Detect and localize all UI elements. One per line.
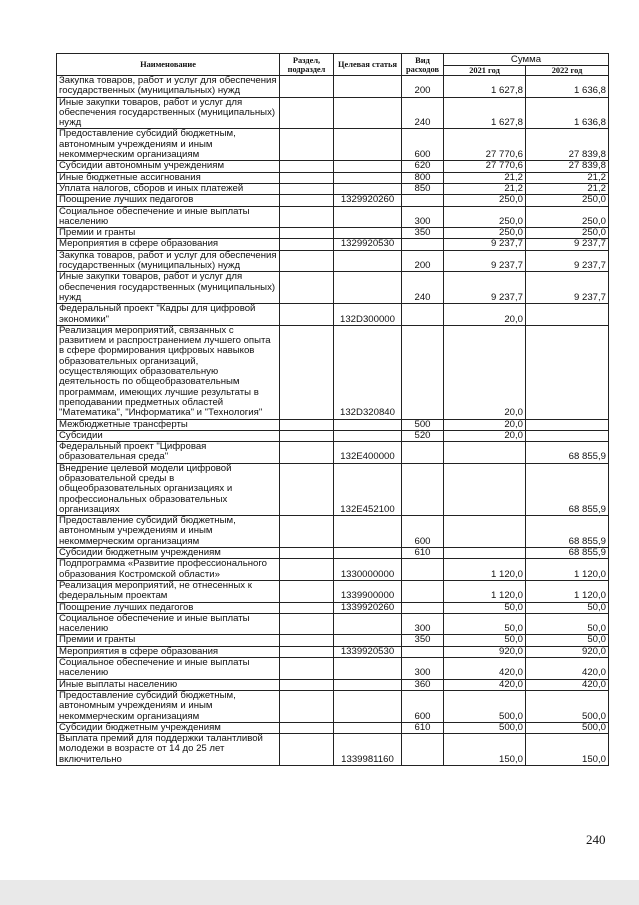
row-name-cell: Субсидии автономным учреждениям [57, 161, 280, 172]
row-kind-cell [402, 602, 444, 613]
table-row [57, 635, 609, 646]
row-sum-2021-cell: 20,0 [444, 325, 526, 419]
row-name-cell: Иные закупки товаров, работ и услуг для обеспечения государственных (муниципальных) нужд [57, 97, 280, 129]
row-sum-2022-cell: 1 636,8 [526, 97, 609, 129]
row-name-cell: Реализация мероприятий, связанных с развитием и распространением лучшего опыта в сфере формирования цифровых навыков образовательных организаций, осуществляющих образовательную деятельность по общеобразовательным программам, имеющих лучшие результаты в преподавании предметных областей "Математика", "Информатика" и "Технология" [57, 325, 280, 419]
row-sum-2022-cell: 250,0 [526, 195, 609, 206]
row-kind-cell: 360 [402, 679, 444, 690]
row-kind-cell [402, 239, 444, 250]
row-sum-2022-cell: 50,0 [526, 613, 609, 635]
row-kind-cell [402, 325, 444, 419]
row-kind-cell: 200 [402, 250, 444, 272]
row-target-cell: 1330000000 [334, 559, 402, 581]
row-name-cell: Премии и гранты [57, 635, 280, 646]
row-sum-2021-cell: 500,0 [444, 690, 526, 722]
table-row [57, 325, 609, 419]
row-kind-cell: 620 [402, 161, 444, 172]
row-target-cell: 132D320840 [334, 325, 402, 419]
table-row [57, 559, 609, 581]
header-sum: Сумма [444, 54, 609, 66]
row-sum-2021-cell: 9 237,7 [444, 250, 526, 272]
row-target-cell [334, 161, 402, 172]
budget-table [56, 53, 609, 766]
row-kind-cell: 520 [402, 430, 444, 441]
row-section-cell [280, 548, 334, 559]
row-target-cell [334, 635, 402, 646]
row-target-cell: 132D300000 [334, 304, 402, 326]
row-sum-2021-cell: 20,0 [444, 430, 526, 441]
row-target-cell [334, 129, 402, 161]
row-target-cell [334, 516, 402, 548]
row-section-cell [280, 635, 334, 646]
table-row [57, 195, 609, 206]
row-target-cell [334, 76, 402, 98]
row-sum-2022-cell: 1 636,8 [526, 76, 609, 98]
row-target-cell [334, 722, 402, 733]
row-target-cell [334, 97, 402, 129]
table-row [57, 419, 609, 430]
row-kind-cell [402, 646, 444, 657]
row-sum-2021-cell: 9 237,7 [444, 239, 526, 250]
row-name-cell: Премии и гранты [57, 228, 280, 239]
row-name-cell: Социальное обеспечение и иные выплаты населению [57, 613, 280, 635]
row-kind-cell: 300 [402, 613, 444, 635]
table-row [57, 463, 609, 515]
table-row [57, 250, 609, 272]
row-target-cell [334, 658, 402, 680]
row-sum-2022-cell: 500,0 [526, 722, 609, 733]
row-name-cell: Выплата премий для поддержки талантливой молодежи в возрасте от 14 до 25 лет включительно [57, 734, 280, 766]
header-section: Раздел, подраздел [280, 54, 334, 76]
row-sum-2022-cell: 420,0 [526, 658, 609, 680]
row-kind-cell: 500 [402, 419, 444, 430]
table-row [57, 161, 609, 172]
row-sum-2022-cell [526, 304, 609, 326]
row-section-cell [280, 690, 334, 722]
row-section-cell [280, 250, 334, 272]
row-name-cell: Подпрограмма «Развитие профессионального образования Костромской области» [57, 559, 280, 581]
row-sum-2022-cell: 50,0 [526, 635, 609, 646]
row-section-cell [280, 419, 334, 430]
row-target-cell: 132E400000 [334, 442, 402, 464]
row-section-cell [280, 559, 334, 581]
header-target: Целевая статья [334, 54, 402, 76]
row-section-cell [280, 613, 334, 635]
row-section-cell [280, 183, 334, 194]
table-row [57, 129, 609, 161]
row-sum-2021-cell: 1 120,0 [444, 559, 526, 581]
row-sum-2021-cell: 21,2 [444, 172, 526, 183]
row-sum-2021-cell: 250,0 [444, 206, 526, 228]
row-kind-cell: 850 [402, 183, 444, 194]
row-section-cell [280, 516, 334, 548]
row-target-cell [334, 419, 402, 430]
row-sum-2022-cell: 68 855,9 [526, 442, 609, 464]
row-sum-2022-cell: 500,0 [526, 690, 609, 722]
row-sum-2021-cell: 500,0 [444, 722, 526, 733]
row-section-cell [280, 172, 334, 183]
row-sum-2022-cell: 9 237,7 [526, 239, 609, 250]
table-header [57, 54, 609, 76]
row-target-cell [334, 183, 402, 194]
row-kind-cell [402, 734, 444, 766]
row-section-cell [280, 580, 334, 602]
row-kind-cell [402, 580, 444, 602]
table-row [57, 206, 609, 228]
row-target-cell: 1339920260 [334, 602, 402, 613]
row-name-cell: Субсидии бюджетным учреждениям [57, 722, 280, 733]
row-name-cell: Реализация мероприятий, не отнесенных к федеральным проектам [57, 580, 280, 602]
row-name-cell: Предоставление субсидий бюджетным, автономным учреждениям и иным некоммерческим организациям [57, 516, 280, 548]
row-target-cell [334, 250, 402, 272]
row-section-cell [280, 602, 334, 613]
row-kind-cell: 610 [402, 548, 444, 559]
row-kind-cell: 600 [402, 690, 444, 722]
row-sum-2022-cell: 68 855,9 [526, 463, 609, 515]
row-name-cell: Закупка товаров, работ и услуг для обеспечения государственных (муниципальных) нужд [57, 250, 280, 272]
row-sum-2022-cell [526, 325, 609, 419]
page-number: 240 [586, 832, 606, 847]
row-sum-2022-cell: 68 855,9 [526, 548, 609, 559]
row-sum-2021-cell: 420,0 [444, 658, 526, 680]
row-sum-2021-cell: 20,0 [444, 304, 526, 326]
row-kind-cell [402, 195, 444, 206]
row-sum-2021-cell: 50,0 [444, 613, 526, 635]
row-section-cell [280, 734, 334, 766]
row-sum-2021-cell: 9 237,7 [444, 272, 526, 304]
table-row [57, 658, 609, 680]
row-kind-cell: 240 [402, 272, 444, 304]
row-sum-2022-cell [526, 419, 609, 430]
row-name-cell: Социальное обеспечение и иные выплаты населению [57, 658, 280, 680]
row-name-cell: Иные бюджетные ассигнования [57, 172, 280, 183]
row-section-cell [280, 161, 334, 172]
header-name: Наименование [57, 54, 280, 76]
table-body [57, 76, 609, 766]
row-kind-cell [402, 463, 444, 515]
row-section-cell [280, 228, 334, 239]
row-sum-2022-cell: 920,0 [526, 646, 609, 657]
row-name-cell: Закупка товаров, работ и услуг для обеспечения государственных (муниципальных) нужд [57, 76, 280, 98]
row-target-cell [334, 679, 402, 690]
row-name-cell: Мероприятия в сфере образования [57, 239, 280, 250]
row-section-cell [280, 722, 334, 733]
table-row [57, 272, 609, 304]
row-sum-2021-cell: 50,0 [444, 635, 526, 646]
row-target-cell [334, 548, 402, 559]
header-year-2022: 2022 год [526, 66, 609, 76]
row-sum-2021-cell: 50,0 [444, 602, 526, 613]
row-target-cell: 1329920260 [334, 195, 402, 206]
table-row [57, 580, 609, 602]
table-row [57, 430, 609, 441]
row-section-cell [280, 679, 334, 690]
table-row [57, 613, 609, 635]
row-target-cell: 132E452100 [334, 463, 402, 515]
row-sum-2021-cell: 1 627,8 [444, 76, 526, 98]
table-row [57, 690, 609, 722]
row-section-cell [280, 325, 334, 419]
row-target-cell: 1329920530 [334, 239, 402, 250]
row-section-cell [280, 239, 334, 250]
row-sum-2021-cell: 1 120,0 [444, 580, 526, 602]
row-sum-2022-cell: 1 120,0 [526, 559, 609, 581]
row-sum-2022-cell: 9 237,7 [526, 272, 609, 304]
row-sum-2022-cell: 50,0 [526, 602, 609, 613]
row-sum-2022-cell: 68 855,9 [526, 516, 609, 548]
table-row [57, 304, 609, 326]
row-section-cell [280, 97, 334, 129]
row-sum-2021-cell: 250,0 [444, 228, 526, 239]
row-kind-cell: 350 [402, 228, 444, 239]
row-name-cell: Федеральный проект "Кадры для цифровой экономики" [57, 304, 280, 326]
row-sum-2021-cell: 250,0 [444, 195, 526, 206]
row-sum-2022-cell [526, 430, 609, 441]
table-row [57, 183, 609, 194]
row-section-cell [280, 206, 334, 228]
row-name-cell: Межбюджетные трансферты [57, 419, 280, 430]
row-target-cell [334, 430, 402, 441]
row-section-cell [280, 430, 334, 441]
row-sum-2022-cell: 9 237,7 [526, 250, 609, 272]
row-section-cell [280, 646, 334, 657]
viewer-footer-strip [0, 880, 639, 905]
row-kind-cell: 200 [402, 76, 444, 98]
row-sum-2021-cell [444, 516, 526, 548]
row-target-cell [334, 228, 402, 239]
row-target-cell: 1339981160 [334, 734, 402, 766]
row-target-cell [334, 690, 402, 722]
row-sum-2021-cell: 20,0 [444, 419, 526, 430]
row-sum-2022-cell: 150,0 [526, 734, 609, 766]
table-row [57, 722, 609, 733]
row-section-cell [280, 272, 334, 304]
row-name-cell: Субсидии [57, 430, 280, 441]
row-sum-2022-cell: 21,2 [526, 172, 609, 183]
table-row [57, 679, 609, 690]
row-sum-2022-cell: 27 839,8 [526, 129, 609, 161]
table-row [57, 239, 609, 250]
table-row [57, 442, 609, 464]
header-year-2021: 2021 год [444, 66, 526, 76]
row-section-cell [280, 304, 334, 326]
table-row [57, 228, 609, 239]
row-name-cell: Социальное обеспечение и иные выплаты населению [57, 206, 280, 228]
table-row [57, 97, 609, 129]
row-sum-2021-cell [444, 463, 526, 515]
row-sum-2022-cell: 250,0 [526, 228, 609, 239]
table-row [57, 548, 609, 559]
row-section-cell [280, 129, 334, 161]
row-sum-2021-cell [444, 548, 526, 559]
row-sum-2022-cell: 27 839,8 [526, 161, 609, 172]
row-name-cell: Иные закупки товаров, работ и услуг для обеспечения государственных (муниципальных) нужд [57, 272, 280, 304]
row-kind-cell: 800 [402, 172, 444, 183]
row-kind-cell: 240 [402, 97, 444, 129]
row-sum-2021-cell [444, 442, 526, 464]
row-name-cell: Предоставление субсидий бюджетным, автономным учреждениям и иным некоммерческим организациям [57, 690, 280, 722]
row-target-cell [334, 613, 402, 635]
row-sum-2021-cell: 27 770,6 [444, 161, 526, 172]
row-target-cell [334, 172, 402, 183]
row-kind-cell: 300 [402, 658, 444, 680]
row-name-cell: Предоставление субсидий бюджетным, автономным учреждениям и иным некоммерческим организациям [57, 129, 280, 161]
row-sum-2021-cell: 420,0 [444, 679, 526, 690]
row-kind-cell [402, 442, 444, 464]
table-row [57, 734, 609, 766]
row-section-cell [280, 442, 334, 464]
row-sum-2021-cell: 1 627,8 [444, 97, 526, 129]
row-section-cell [280, 658, 334, 680]
table-row [57, 76, 609, 98]
row-kind-cell: 600 [402, 516, 444, 548]
row-target-cell: 1339900000 [334, 580, 402, 602]
row-kind-cell: 610 [402, 722, 444, 733]
row-kind-cell: 600 [402, 129, 444, 161]
row-sum-2021-cell: 27 770,6 [444, 129, 526, 161]
row-name-cell: Иные выплаты населению [57, 679, 280, 690]
row-sum-2022-cell: 420,0 [526, 679, 609, 690]
row-sum-2021-cell: 150,0 [444, 734, 526, 766]
row-sum-2022-cell: 250,0 [526, 206, 609, 228]
row-target-cell: 1339920530 [334, 646, 402, 657]
row-name-cell: Поощрение лучших педагогов [57, 602, 280, 613]
row-kind-cell [402, 304, 444, 326]
row-section-cell [280, 195, 334, 206]
row-name-cell: Субсидии бюджетным учреждениям [57, 548, 280, 559]
table-row [57, 602, 609, 613]
table-row [57, 516, 609, 548]
header-kind: Вид расходов [402, 54, 444, 76]
row-kind-cell [402, 559, 444, 581]
row-kind-cell: 300 [402, 206, 444, 228]
row-target-cell [334, 272, 402, 304]
row-name-cell: Федеральный проект "Цифровая образовательная среда" [57, 442, 280, 464]
row-name-cell: Уплата налогов, сборов и иных платежей [57, 183, 280, 194]
row-sum-2022-cell: 21,2 [526, 183, 609, 194]
row-sum-2021-cell: 920,0 [444, 646, 526, 657]
row-section-cell [280, 76, 334, 98]
row-sum-2022-cell: 1 120,0 [526, 580, 609, 602]
row-sum-2021-cell: 21,2 [444, 183, 526, 194]
row-name-cell: Мероприятия в сфере образования [57, 646, 280, 657]
row-kind-cell: 350 [402, 635, 444, 646]
row-target-cell [334, 206, 402, 228]
row-name-cell: Внедрение целевой модели цифровой образовательной среды в общеобразовательных организациях и профессиональных образовательных организациях [57, 463, 280, 515]
table-row [57, 646, 609, 657]
table-row [57, 172, 609, 183]
row-name-cell: Поощрение лучших педагогов [57, 195, 280, 206]
row-section-cell [280, 463, 334, 515]
